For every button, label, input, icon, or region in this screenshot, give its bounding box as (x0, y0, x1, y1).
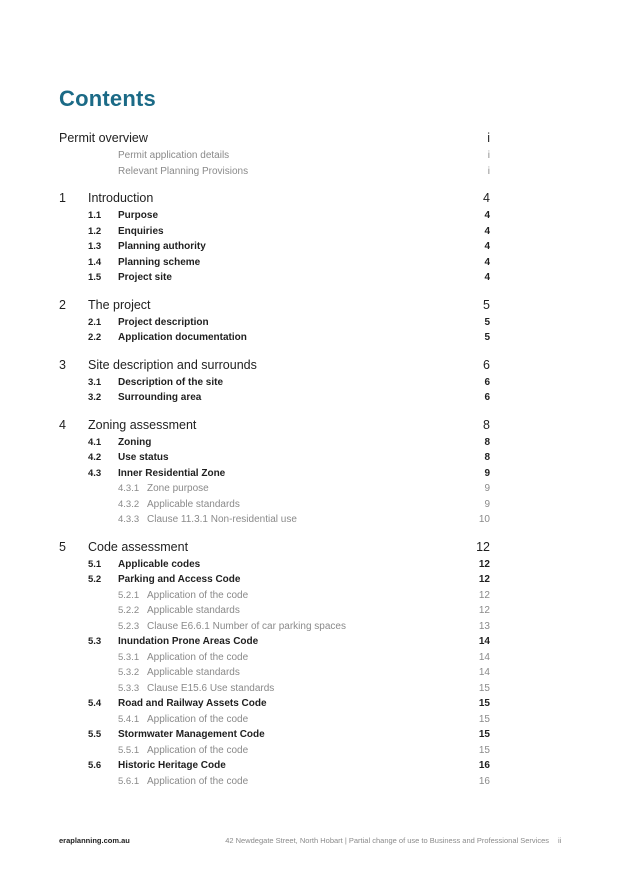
toc-entry-page: 6 (484, 392, 490, 403)
toc-overview[interactable] (0, 133, 622, 147)
toc-entry-number: 5.2.1 (118, 589, 140, 601)
toc-entry-number: 5.5 (88, 729, 102, 740)
toc-entry-page: 15 (478, 698, 490, 709)
toc-entry-label: Historic Heritage Code (118, 760, 226, 771)
toc-entry-page: 4 (484, 272, 490, 283)
toc-entry-number: 1.2 (88, 225, 102, 237)
toc-section[interactable] (0, 539, 622, 556)
toc-subsubsection[interactable] (0, 621, 622, 635)
toc-entry-number: 1.3 (88, 241, 102, 252)
toc-entry-page: 12 (478, 589, 490, 601)
toc-entry-label: Clause E6.6.1 Number of car parking spaces (147, 620, 346, 632)
toc-subsubsection[interactable] (0, 483, 622, 497)
toc-entry-page: 12 (476, 539, 490, 554)
toc-overview-item[interactable] (0, 150, 622, 164)
footer-page-number: ii (558, 836, 562, 845)
toc-entry-number: 1.1 (88, 210, 102, 221)
toc-entry-number: 2.2 (88, 332, 102, 343)
toc-entry-label: Code assessment (88, 539, 189, 554)
toc-entry-label: Surrounding area (118, 392, 202, 403)
toc-entry-number: 5 (59, 539, 66, 554)
toc-entry-number: 5.2 (88, 574, 102, 585)
toc-entry-page: 14 (478, 651, 490, 663)
toc-entry-number: 4.1 (88, 436, 102, 448)
toc-subsection[interactable] (0, 760, 622, 774)
toc-entry-page: 9 (484, 467, 490, 479)
toc-entry-number: 1.5 (88, 272, 102, 283)
toc-entry-label: Stormwater Management Code (118, 729, 265, 740)
toc-entry-label: Application documentation (118, 332, 247, 343)
toc-entry-number: 3.1 (88, 376, 102, 388)
toc-entry-page: 8 (484, 452, 490, 463)
toc-entry-label: Applicable standards (147, 667, 240, 678)
toc-subsection[interactable] (0, 257, 622, 271)
toc-entry-label: Inundation Prone Areas Code (118, 636, 259, 647)
toc-entry-label: Project description (118, 316, 209, 328)
toc-entry-page: i (487, 150, 490, 161)
toc-entry-page: 15 (478, 729, 490, 740)
toc-entry-label: Road and Railway Assets Code (118, 698, 267, 709)
toc-subsubsection[interactable] (0, 652, 622, 666)
toc-subsection[interactable] (0, 636, 622, 650)
toc-subsection[interactable] (0, 698, 622, 712)
toc-entry-page: 14 (478, 636, 490, 647)
toc-entry-page: 9 (484, 498, 490, 510)
toc-subsection[interactable] (0, 729, 622, 743)
toc-entry-number: 5.6 (88, 760, 102, 771)
toc-section[interactable] (0, 357, 622, 374)
toc-entry-number: 5.6.1 (118, 775, 140, 787)
toc-entry-page: 16 (478, 775, 490, 787)
toc-entry-label: Permit overview (59, 131, 148, 145)
toc-entry-number: 3 (59, 357, 66, 372)
toc-entry-label: Applicable standards (147, 498, 240, 510)
toc-entry-page: 8 (483, 417, 490, 432)
toc-subsubsection[interactable] (0, 714, 622, 728)
toc-entry-page: 10 (478, 514, 490, 525)
toc-entry-label: Application of the code (147, 775, 249, 787)
toc-subsubsection[interactable] (0, 745, 622, 759)
toc-entry-page: 16 (478, 760, 490, 771)
toc-entry-number: 4.3.1 (118, 483, 140, 494)
toc-subsection[interactable] (0, 559, 622, 573)
toc-entry-number: 5.2.3 (118, 620, 140, 632)
toc-entry-label: Application of the code (147, 744, 249, 756)
toc-subsection[interactable] (0, 574, 622, 588)
toc-entry-label: Parking and Access Code (118, 574, 241, 585)
toc-entry-number: 5.3 (88, 636, 102, 647)
toc-entry-number: 3.2 (88, 392, 102, 403)
toc-entry-number: 5.2.2 (118, 605, 140, 616)
toc-subsubsection[interactable] (0, 683, 622, 697)
toc-entry-number: 5.5.1 (118, 744, 140, 756)
toc-entry-number: 4 (59, 417, 66, 432)
toc-section[interactable] (0, 193, 622, 207)
toc-entry-label: Planning authority (118, 241, 206, 252)
toc-section[interactable] (0, 297, 622, 314)
toc-entry-page: 5 (484, 316, 490, 328)
toc-subsection[interactable] (0, 272, 622, 286)
toc-subsubsection[interactable] (0, 590, 622, 604)
toc-subsubsection[interactable] (0, 776, 622, 790)
toc-entry-page: 4 (484, 210, 490, 221)
toc-subsection[interactable] (0, 452, 622, 466)
toc-entry-label: Application of the code (147, 651, 249, 663)
toc-entry-label: Planning scheme (118, 256, 201, 268)
toc-entry-number: 5.3.2 (118, 667, 140, 678)
toc-entry-label: Clause 11.3.1 Non-residential use (147, 514, 297, 525)
toc-section[interactable] (0, 417, 622, 434)
toc-entry-number: 2 (59, 297, 66, 312)
toc-entry-label: Project site (118, 272, 172, 283)
toc-entry-page: 4 (483, 191, 490, 205)
toc-entry-number: 5.4.1 (118, 713, 140, 725)
toc-entry-label: Inner Residential Zone (118, 467, 226, 479)
toc-entry-page: 6 (484, 376, 490, 388)
toc-subsection[interactable] (0, 468, 622, 482)
toc-entry-label: Zoning (118, 436, 152, 448)
toc-entry-label: Applicable standards (147, 605, 240, 616)
page-footer (0, 836, 622, 848)
footer-website[interactable]: eraplanning.com.au (59, 836, 130, 845)
toc-entry-page: 12 (478, 574, 490, 585)
toc-entry-page: 12 (478, 558, 490, 570)
toc-subsection[interactable] (0, 392, 622, 406)
toc-entry-page: 6 (483, 357, 490, 372)
toc-entry-label: Zoning assessment (88, 417, 197, 432)
toc-entry-label: Applicable codes (118, 558, 201, 570)
toc-subsubsection[interactable] (0, 605, 622, 619)
toc-subsection[interactable] (0, 317, 622, 331)
toc-entry-label: Relevant Planning Provisions (118, 165, 249, 177)
toc-entry-number: 4.3 (88, 467, 102, 479)
toc-entry-number: 2.1 (88, 316, 102, 328)
toc-entry-page: 9 (484, 483, 490, 494)
toc-subsection[interactable] (0, 226, 622, 240)
toc-entry-page: i (487, 165, 490, 177)
toc-entry-page: 13 (478, 620, 490, 632)
toc-subsubsection[interactable] (0, 667, 622, 681)
toc-overview-item[interactable] (0, 166, 622, 180)
toc-entry-page: 4 (484, 256, 490, 268)
page-title: Contents (59, 86, 156, 111)
toc-entry-page: 5 (483, 297, 490, 312)
toc-entry-page: 15 (478, 744, 490, 756)
toc-entry-label: Use status (118, 452, 169, 463)
toc-entry-label: Purpose (118, 210, 159, 221)
toc-entry-page: 5 (484, 332, 490, 343)
toc-entry-number: 5.3.3 (118, 682, 140, 694)
toc-subsection[interactable] (0, 377, 622, 391)
toc-subsection[interactable] (0, 437, 622, 451)
toc-entry-label: Clause E15.6 Use standards (147, 682, 275, 694)
toc-entry-number: 4.3.2 (118, 498, 140, 510)
toc-entry-number: 4.3.3 (118, 514, 140, 525)
toc-subsection[interactable] (0, 332, 622, 346)
toc-subsubsection[interactable] (0, 514, 622, 528)
toc-entry-number: 1 (59, 191, 66, 205)
toc-entry-page: 4 (484, 241, 490, 252)
toc-entry-label: The project (88, 297, 151, 312)
toc-entry-page: 14 (478, 667, 490, 678)
toc-entry-label: Enquiries (118, 225, 164, 237)
toc-subsection[interactable] (0, 210, 622, 224)
toc-entry-number: 5.3.1 (118, 651, 140, 663)
toc-subsection[interactable] (0, 241, 622, 255)
toc-entry-page: 15 (478, 713, 490, 725)
toc-entry-number: 5.1 (88, 558, 102, 570)
toc-entry-label: Application of the code (147, 713, 249, 725)
toc-entry-label: Description of the site (118, 376, 224, 388)
toc-entry-label: Permit application details (118, 150, 230, 161)
toc-entry-page: 8 (484, 436, 490, 448)
toc-entry-label: Site description and surrounds (88, 357, 257, 372)
toc-entry-page: 15 (478, 682, 490, 694)
toc-entry-label: Zone purpose (147, 483, 209, 494)
toc-entry-number: 5.4 (88, 698, 102, 709)
toc-entry-label: Application of the code (147, 589, 249, 601)
toc-entry-number: 4.2 (88, 452, 102, 463)
toc-entry-page: i (487, 131, 490, 145)
toc-entry-label: Introduction (88, 191, 154, 205)
toc-entry-page: 12 (478, 605, 490, 616)
toc-subsubsection[interactable] (0, 499, 622, 513)
footer-description: 42 Newdegate Street, North Hobart | Partial change of use to Business and Professional Services (225, 836, 549, 845)
toc-entry-number: 1.4 (88, 256, 102, 268)
toc-entry-page: 4 (484, 225, 490, 237)
